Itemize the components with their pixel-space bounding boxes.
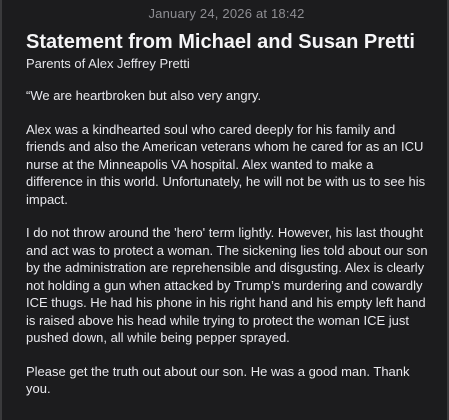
- paragraph-hero: I do not throw around the 'hero' term lightly. However, his last thought and act was to protect a woman. The sickening lies told about our son by the administration are reprehensible and disgusting. Alex is clearly not holding a gun when attacked by Trump’s murdering and cowardly ICE thugs. He had his phone in his right hand and his empty left hand is raised above his head while trying to protect the woman ICE just pushed down, all while being pepper sprayed.: [26, 225, 428, 345]
- note-timestamp: January 24, 2026 at 18:42: [148, 6, 305, 21]
- note-body[interactable]: [26, 30, 429, 414]
- paragraph-about-alex: Alex was a kindhearted soul who cared deeply for his family and friends and also the American veterans whom he cared for as an ICU nurse at the Minneapolis VA hospital. Alex wanted to make a difference in this world. Unfortunately, he will not be with us to see his impact.: [26, 121, 426, 207]
- paragraph-closing: Please get the truth out about our son. He was a good man. Thank you.: [26, 363, 410, 396]
- note-title: Statement from Michael and Susan Pretti: [26, 31, 415, 53]
- note-subtitle: Parents of Alex Jeffrey Pretti: [26, 56, 190, 71]
- paragraph-opening: “We are heartbroken but also very angry.: [26, 88, 262, 103]
